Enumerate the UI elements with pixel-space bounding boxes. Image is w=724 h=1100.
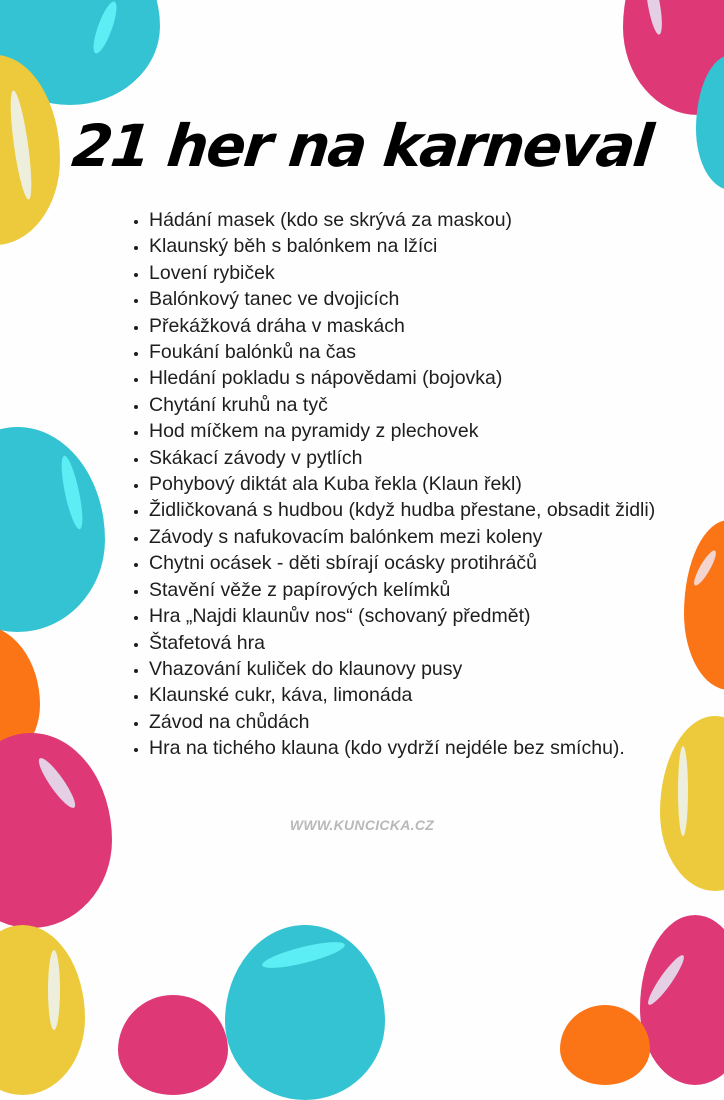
balloon-yellow-bottom-left — [0, 925, 85, 1095]
list-item: • Překážková dráha v maskách — [149, 313, 689, 339]
list-item: • Klaunské cukr, káva, limonáda — [149, 682, 689, 708]
balloon-cyan-left — [0, 427, 105, 632]
balloon-pink-bottom — [118, 995, 228, 1095]
list-item: • Závod na chůdách — [149, 709, 689, 735]
list-item: • Chytni ocásek - děti sbírají ocásky protihráčů — [149, 550, 689, 576]
list-item: • Klaunský běh s balónkem na lžíci — [149, 233, 689, 259]
list-item: • Závody s nafukovacím balónkem mezi koleny — [149, 524, 689, 550]
list-item: • Chytání kruhů na tyč — [149, 392, 689, 418]
list-item: • Skákací závody v pytlích — [149, 445, 689, 471]
list-item: • Balónkový tanec ve dvojicích — [149, 286, 689, 312]
list-item: • Hledání pokladu s nápovědami (bojovka) — [149, 365, 689, 391]
list-item: • Foukání balónků na čas — [149, 339, 689, 365]
list-item: • Hod míčkem na pyramidy z plechovek — [149, 418, 689, 444]
list-item: • Pohybový diktát ala Kuba řekla (Klaun řekl) — [149, 471, 689, 497]
balloon-orange-bottom — [560, 1005, 650, 1085]
page-title: 21 her na karneval — [69, 112, 655, 180]
list-item: • Židličkovaná s hudbou (když hudba přestane, obsadit židli) — [149, 497, 689, 523]
list-item: • Vhazování kuliček do klaunovy pusy — [149, 656, 689, 682]
list-item: • Hádání masek (kdo se skrývá za maskou) — [149, 207, 689, 233]
balloon-pink-bottom-right — [640, 915, 724, 1085]
balloon-orange-right — [684, 520, 724, 690]
list-item: • Stavění věže z papírových kelímků — [149, 577, 689, 603]
balloon-cyan-bottom — [225, 925, 385, 1100]
list-item: • Hra „Najdi klaunův nos“ (schovaný předmět) — [149, 603, 689, 629]
list-item: • Štafetová hra — [149, 630, 689, 656]
list-item: • Hra na tichého klauna (kdo vydrží nejdéle bez smíchu). — [149, 735, 689, 761]
website-footer: WWW.KUNCICKA.CZ — [289, 817, 435, 833]
games-list — [127, 207, 689, 762]
list-item: • Lovení rybiček — [149, 260, 689, 286]
